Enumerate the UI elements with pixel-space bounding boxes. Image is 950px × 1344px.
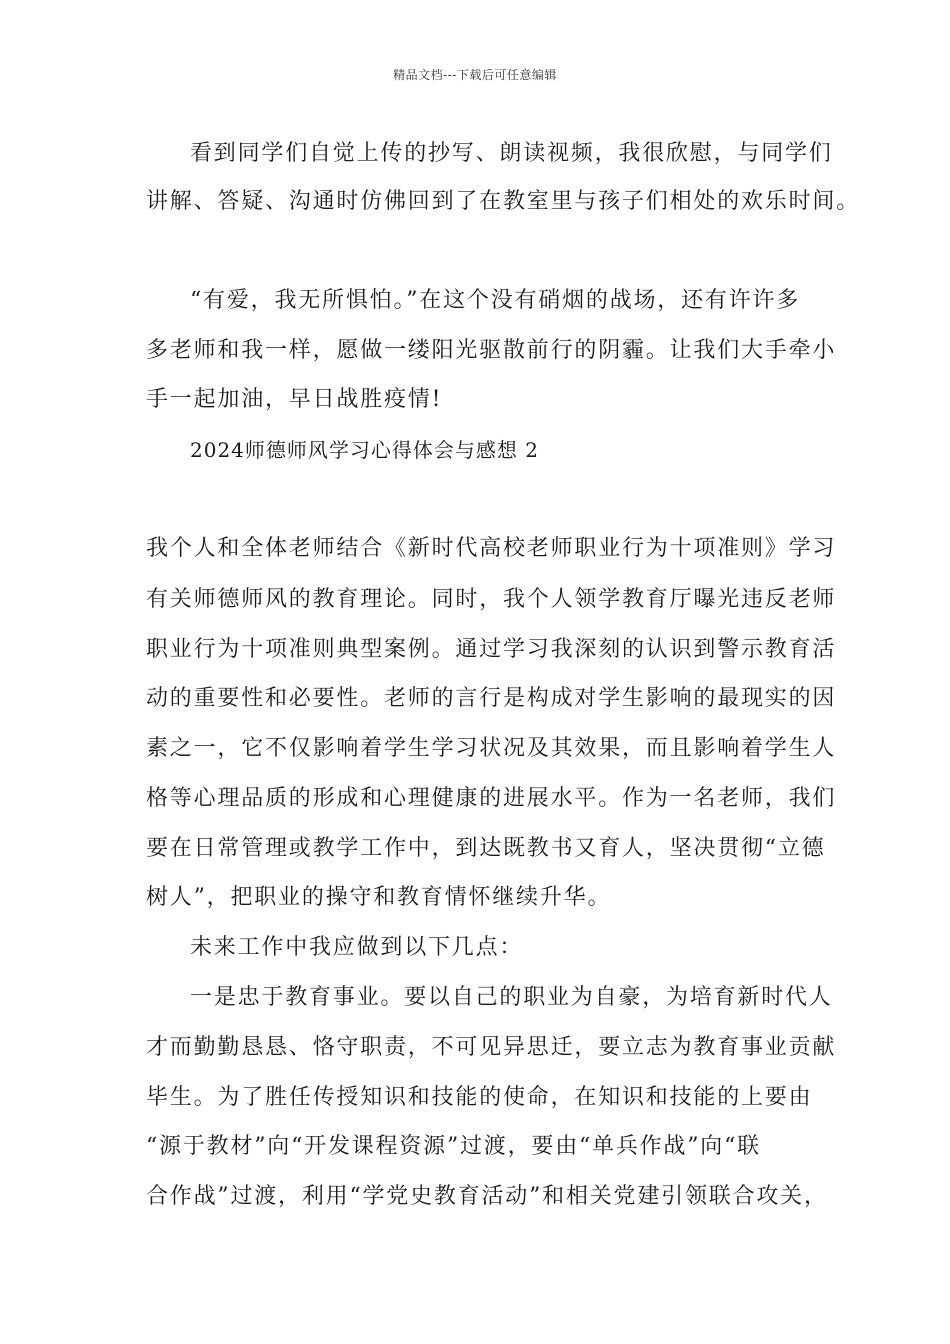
- paragraph-line: 合作战”过渡，利用“学党史教育活动”和相关党建引领联合攻关，: [146, 1184, 828, 1209]
- paragraph-line: 格等心理品质的形成和心理健康的进展水平。作为一名老师，我们: [146, 786, 837, 811]
- paragraph-line: 树人”，把职业的操守和教育情怀继续升华。: [146, 885, 612, 910]
- paragraph-line: 多老师和我一样，愿做一缕阳光驱散前行的阴霾。让我们大手牵小: [146, 338, 837, 363]
- paragraph-line: 我个人和全体老师结合《新时代高校老师职业行为十项准则》学习: [146, 536, 837, 561]
- paragraph-line: 未来工作中我应做到以下几点：: [190, 935, 524, 960]
- section-heading: 2024师德师风学习心得体会与感想 2: [190, 438, 539, 462]
- paragraph-line: 有关师德师风的教育理论。同时，我个人领学教育厅曝光违反老师: [146, 587, 837, 612]
- paragraph-line: 手一起加油，早日战胜疫情!: [146, 387, 443, 412]
- paragraph-line: 素之一，它不仅影响着学生学习状况及其效果，而且影响着学生人: [146, 736, 837, 761]
- paragraph-line: 看到同学们自觉上传的抄写、朗读视频，我很欣慰，与同学们: [190, 141, 833, 166]
- paragraph-line: 讲解、答疑、沟通时仿佛回到了在教室里与孩子们相处的欢乐时间。: [146, 189, 861, 214]
- paragraph-line: 毕生。为了胜任传授知识和技能的使命，在知识和技能的上要由: [146, 1085, 813, 1110]
- paragraph-line: 要在日常管理或教学工作中，到达既教书又育人，坚决贯彻“立德: [146, 836, 826, 861]
- paragraph-line: “源于教材”向“开发课程资源”过渡，要由“单兵作战”向“联: [146, 1134, 761, 1159]
- paragraph-line: 一是忠于教育事业。要以自己的职业为自豪，为培育新时代人: [190, 985, 833, 1010]
- page-header: 精品文档---下载后可任意编辑: [393, 68, 557, 82]
- paragraph-line: 职业行为十项准则典型案例。通过学习我深刻的认识到警示教育活: [146, 637, 837, 662]
- paragraph-line: “有爱，我无所惧怕。”在这个没有硝烟的战场，还有许许多: [190, 288, 801, 313]
- paragraph-line: 动的重要性和必要性。老师的言行是构成对学生影响的最现实的因: [146, 686, 837, 711]
- paragraph-line: 才而勤勤恳恳、恪守职责，不可见异思迁，要立志为教育事业贡献: [146, 1035, 837, 1060]
